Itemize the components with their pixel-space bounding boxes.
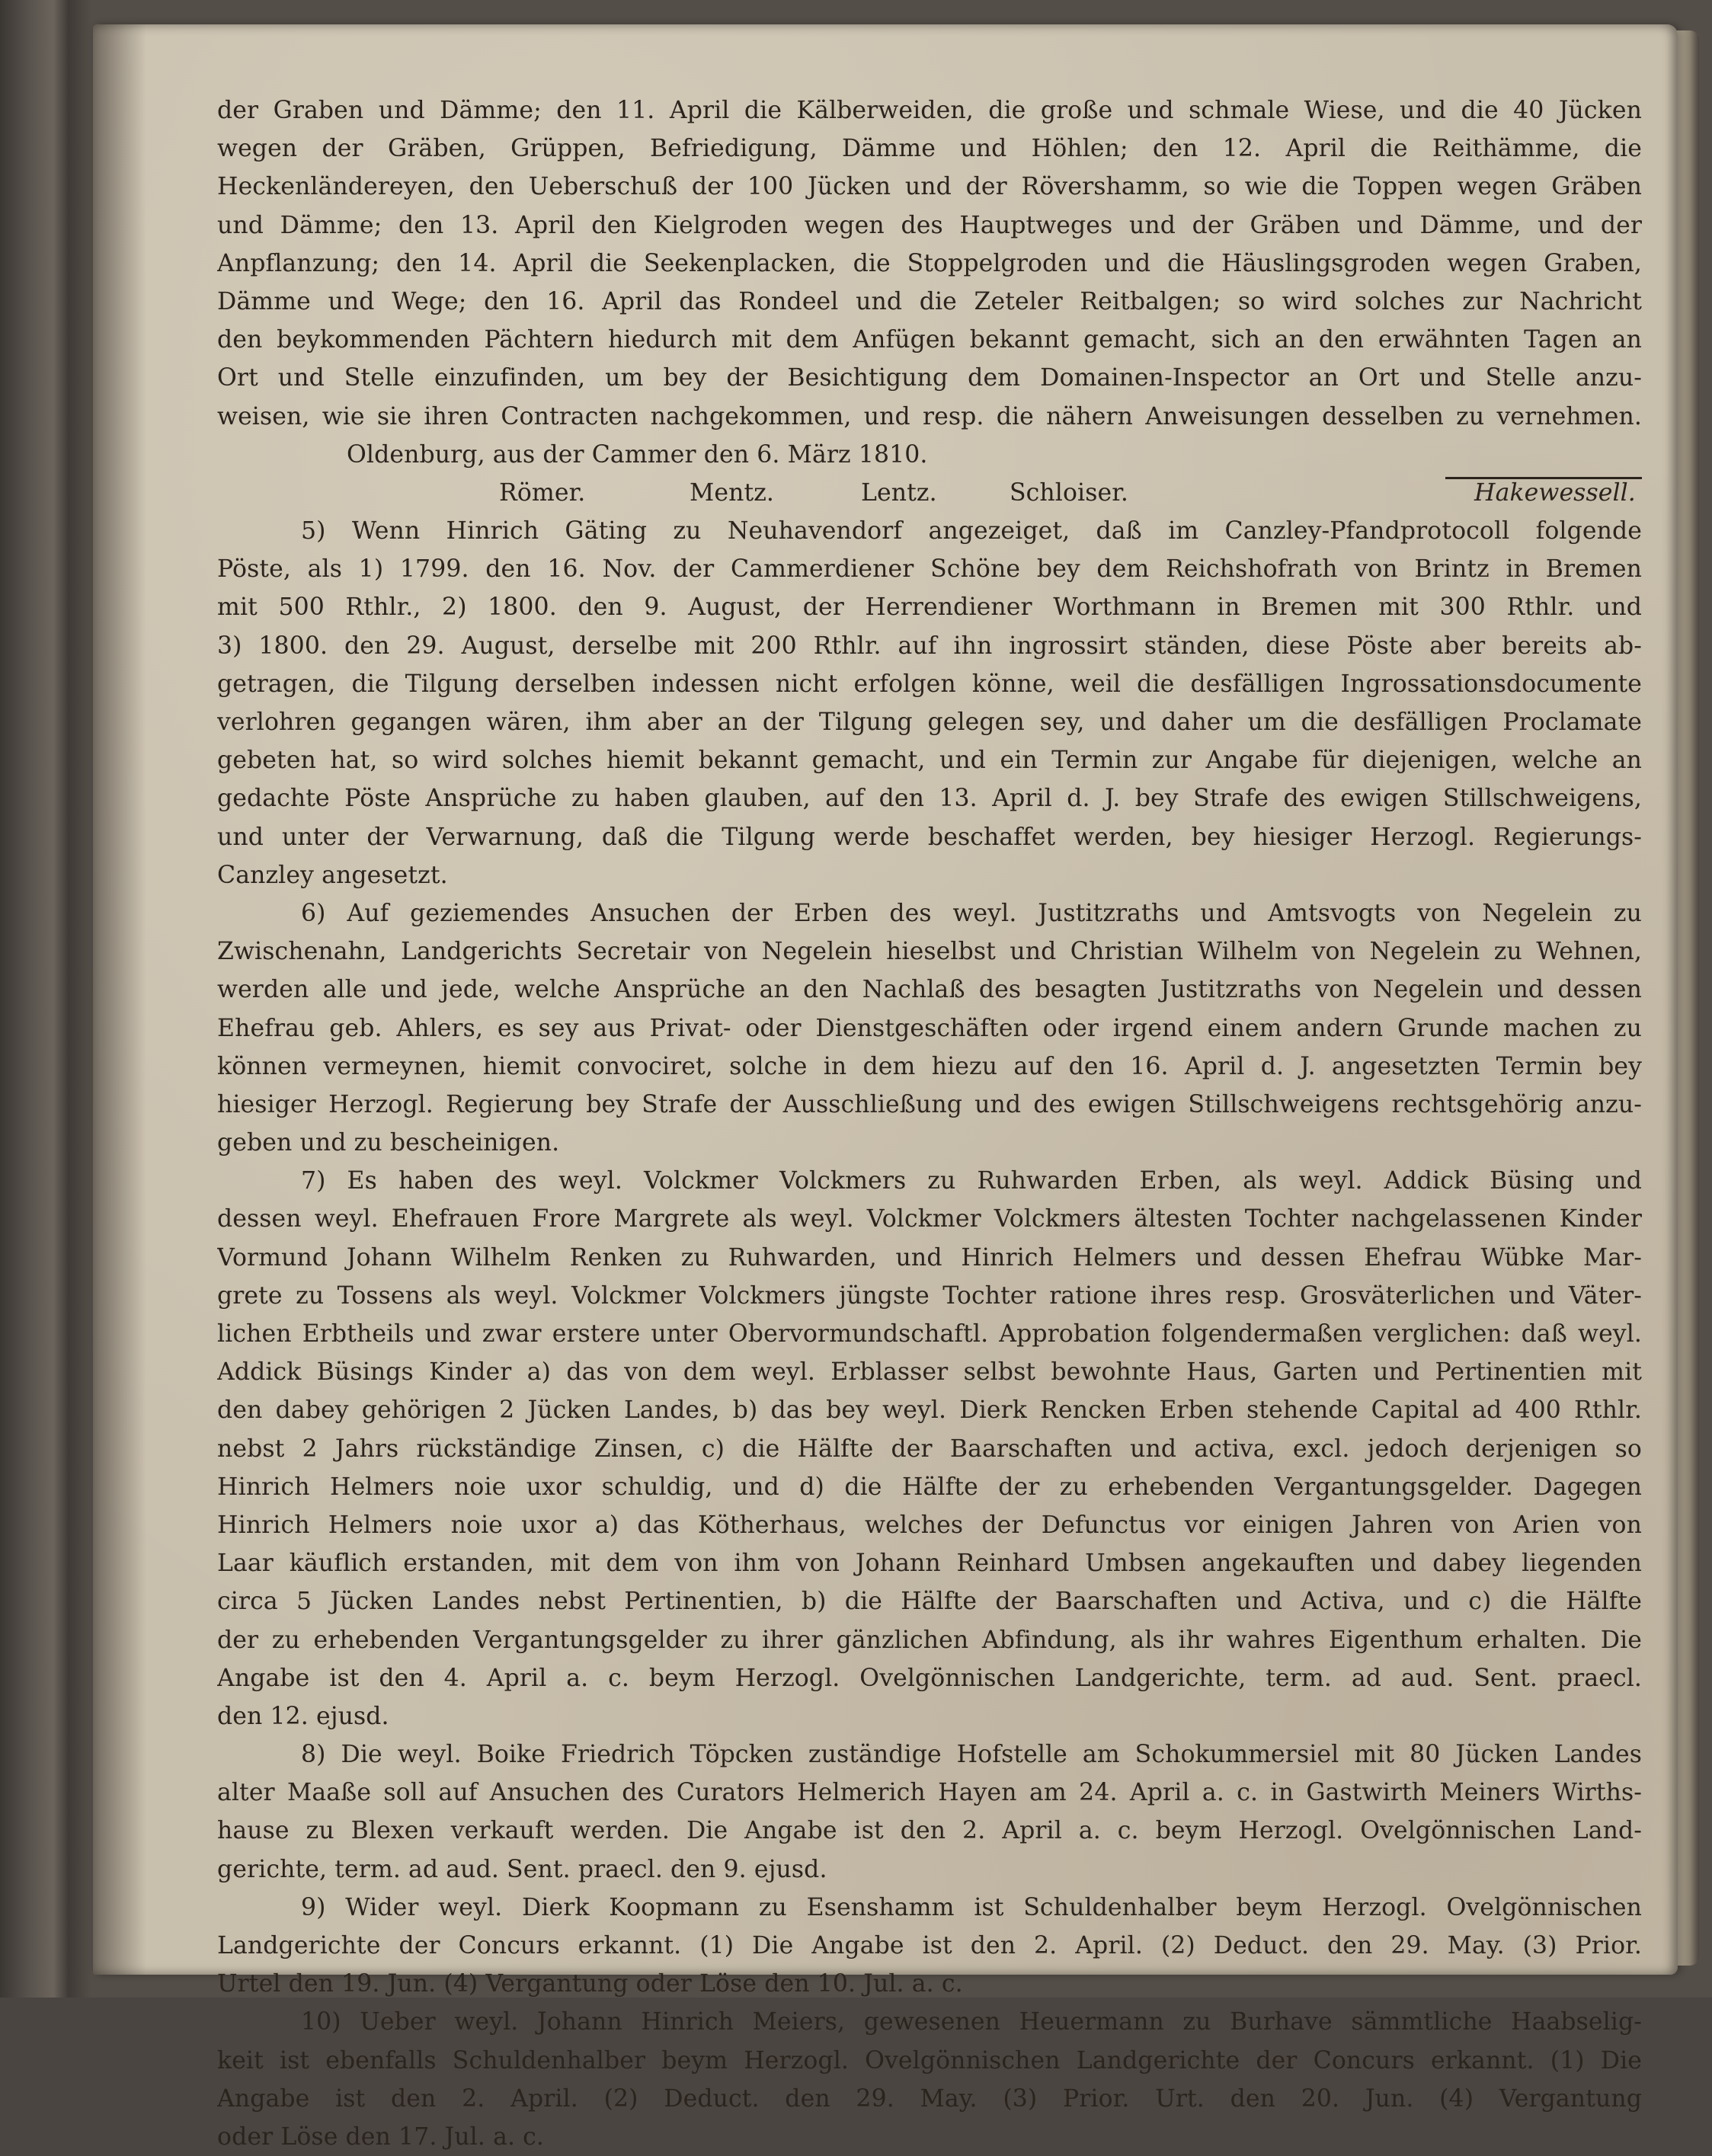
text-line: Vormund Johann Wilhelm Renken zu Ruhwarden, und Hinrich Helmers und dessen Ehefrau Wübke Mar- [217,1243,1642,1272]
text-line: gebeten hat, so wird solches hiemit bekannt gemacht, und ein Termin zur Angabe für diejenigen, welche an [217,747,1642,775]
text-line: Ehefrau geb. Ahlers, es sey aus Privat- oder Dienstgeschäften oder irgend einem andern Grunde machen zu [217,1014,1642,1042]
paragraph-5 [217,512,1642,894]
text-line: Urtel den 19. Jun. (4) Vergantung oder Löse den 10. Jul. a. c. [217,1970,963,1998]
text-line: nebst 2 Jahrs rückständige Zinsen, c) die Hälfte der Baarschaften und activa, excl. jedoch derjenigen so [217,1435,1642,1463]
text-line: Angabe ist den 2. April. (2) Deduct. den 29. May. (3) Prior. Urt. den 20. Jun. (4) Vergantung [217,2084,1642,2113]
text-line: Ort und Stelle einzufinden, um bey der Besichtigung dem Domainen-Inspector an Ort und Stelle anzu- [217,364,1642,392]
paragraph-continuation [217,91,1642,436]
text-line: gerichte, term. ad aud. Sent. praecl. den 9. ejusd. [217,1855,827,1883]
text-line: keit ist ebenfalls Schuldenhalber beym Herzogl. Ovelgönnischen Landgerichte der Concurs erkannt. (1) Die [217,2046,1642,2074]
text-line: hause zu Blexen verkauft werden. Die Angabe ist den 2. April a. c. beym Herzogl. Ovelgönnischen Land- [217,1817,1642,1845]
text-line: weisen, wie sie ihren Contracten nachgekommen, und resp. die nähern Anweisungen desselben zu vernehmen. [217,402,1642,430]
paragraph-9 [217,1889,1642,2004]
text-line: Addick Büsings Kinder a) das von dem weyl. Erblasser selbst bewohnte Haus, Garten und Pertinentien mit [217,1358,1642,1387]
text-line: alter Maaße soll auf Ansuchen des Curators Helmerich Hayen am 24. April a. c. in Gastwirth Meiners Wirths- [217,1779,1642,1807]
paragraph-10 [217,2003,1642,2156]
page-edge [1676,30,1699,1966]
signature-schloiser: Schloiser. [1010,478,1129,507]
signature-rule [1445,477,1642,479]
text-line: 7) Es haben des weyl. Volckmer Volckmers zu Ruhwarden Erben, als weyl. Addick Büsing und [301,1167,1642,1195]
text-line: Pöste, als 1) 1799. den 16. Nov. der Cammerdiener Schöne bey dem Reichshofrath von Brintz in Bremen [217,555,1642,584]
text-line: verlohren gegangen wären, ihm aber an der Tilgung gelegen sey, und daher um die desfälligen Proclamate [217,709,1642,736]
text-line: den beykommenden Pächtern hiedurch mit dem Anfügen bekannt gemacht, sich an den erwähnten Tagen an [217,326,1642,354]
text-line: 9) Wider weyl. Dierk Koopmann zu Esenshamm ist Schuldenhalber beym Herzogl. Ovelgönnischen [301,1893,1642,1921]
text-line: hiesiger Herzogl. Regierung bey Strafe der Ausschließung und des ewigen Stillschweigens rechtsgehörig anzu- [217,1090,1642,1118]
date-line: Oldenburg, aus der Cammer den 6. März 1810. [347,440,928,469]
signature-row [217,474,1642,512]
signature-hakewessell: Hakewessell. [1474,478,1636,507]
text-line: Anpflanzung; den 14. April die Seekenplacken, die Stoppelgroden und die Häuslingsgroden wegen Graben, [217,249,1642,277]
text-line: wegen der Gräben, Grüppen, Befriedigung, Dämme und Höhlen; den 12. April die Reithämme, die [217,135,1642,163]
text-line: Landgerichte der Concurs erkannt. (1) Die Angabe ist den 2. April. (2) Deduct. den 29. May. (3) Prior. [217,1932,1642,1959]
text-line: 10) Ueber weyl. Johann Hinrich Meiers, gewesenen Heuermann zu Burhave sämmtliche Haabselig- [301,2008,1642,2036]
text-line: den 12. ejusd. [217,1702,389,1730]
paragraph-7 [217,1162,1642,1735]
signature-roemer: Römer. [499,478,586,507]
text-line: Heckenländereyen, den Ueberschuß der 100 Jücken und der Rövershamm, so wie die Toppen wegen Gräben [217,173,1642,201]
text-line: Laar käuflich erstanden, mit dem von ihm von Johann Reinhard Umbsen angekauften und dabey liegenden [217,1550,1642,1578]
text-line: und Dämme; den 13. April den Kielgroden wegen des Hauptweges und der Gräben und Dämme, und der [217,211,1642,239]
text-line: Angabe ist den 4. April a. c. beym Herzogl. Ovelgönnischen Landgerichte, term. ad aud. Sent. praecl. [217,1664,1642,1692]
text-line: Dämme und Wege; den 16. April das Rondeel und die Zeteler Reitbalgen; so wird solches zur Nachricht [217,287,1642,315]
text-line: der zu erhebenden Vergantungsgelder zu ihrer gänzlichen Abfindung, als ihr wahres Eigenthum erhalten. Die [217,1626,1642,1654]
text-line: 3) 1800. den 29. August, derselbe mit 200 Rthlr. auf ihn ingrossirt ständen, diese Pöste aber bereits ab- [217,632,1642,660]
text-line: 6) Auf geziemendes Ansuchen der Erben des weyl. Justitzraths und Amtsvogts von Negelein zu [301,899,1642,927]
text-line: Hinrich Helmers noie uxor a) das Kötherhaus, welches der Defunctus vor einigen Jahren von Arien von [217,1511,1642,1539]
text-line: lichen Erbtheils und zwar erstere unter Obervormundschaftl. Approbation folgendermaßen verglichen: daß weyl. [217,1320,1642,1348]
text-line: Canzley angesetzt. [217,861,448,889]
text-line: geben und zu bescheinigen. [217,1129,560,1157]
signature-mentz: Mentz. [690,478,775,507]
paragraph-6 [217,894,1642,1162]
text-line: können vermeynen, hiemit convociret, solche in dem hiezu auf den 16. April d. J. angesetzten Termin bey [217,1052,1642,1080]
text-line: dessen weyl. Ehefrauen Frore Margrete als weyl. Volckmer Volckmers ältesten Tochter nachgelassenen Kinder [217,1205,1642,1233]
book-gutter-shadow [93,24,146,1975]
text-line: Hinrich Helmers noie uxor schuldig, und d) die Hälfte der zu erhebenden Vergantungsgelder. Dagegen [217,1473,1642,1501]
text-line: mit 500 Rthlr., 2) 1800. den 9. August, der Herrendiener Worthmann in Bremen mit 300 Rthlr. und [217,593,1642,622]
text-line: und unter der Verwarnung, daß die Tilgung werde beschaffet werden, bey hiesiger Herzogl. Regierungs- [217,823,1642,851]
text-line: der Graben und Dämme; den 11. April die Kälberweiden, die große und schmale Wiese, und die 40 Jücken [217,97,1642,124]
paragraph-8 [217,1735,1642,1889]
document-text [217,91,1642,2156]
text-line: circa 5 Jücken Landes nebst Pertinentien, b) die Hälfte der Baarschaften und Activa, und c) die Hälfte [217,1588,1642,1616]
text-line: 5) Wenn Hinrich Gäting zu Neuhavendorf angezeiget, daß im Canzley-Pfandprotocoll folgende [301,517,1642,545]
signature-lentz: Lentz. [861,478,937,507]
text-line: den dabey gehörigen 2 Jücken Landes, b) das bey weyl. Dierk Rencken Erben stehende Capital ad 400 Rthlr. [217,1396,1642,1425]
text-line: Zwischenahn, Landgerichts Secretair von Negelein hieselbst und Christian Wilhelm von Negelein zu Wehnen, [217,938,1642,966]
text-line: grete zu Tossens als weyl. Volckmer Volckmers jüngste Tochter ratione ihres resp. Grosväterlichen und Väter- [217,1281,1642,1310]
text-line: oder Löse den 17. Jul. a. c. [217,2122,545,2151]
text-line: gedachte Pöste Ansprüche zu haben glauben, auf den 13. April d. J. bey Strafe des ewigen Stillschweigens, [217,785,1642,813]
text-line: getragen, die Tilgung derselben indessen nicht erfolgen könne, weil die desfälligen Ingrossationsdocumente [217,670,1642,698]
text-line: 8) Die weyl. Boike Friedrich Töpcken zuständige Hofstelle am Schokummersiel mit 80 Jücken Landes [301,1741,1642,1769]
text-line: werden alle und jede, welche Ansprüche an den Nachlaß des besagten Justitzraths von Negelein und dessen [217,976,1642,1004]
